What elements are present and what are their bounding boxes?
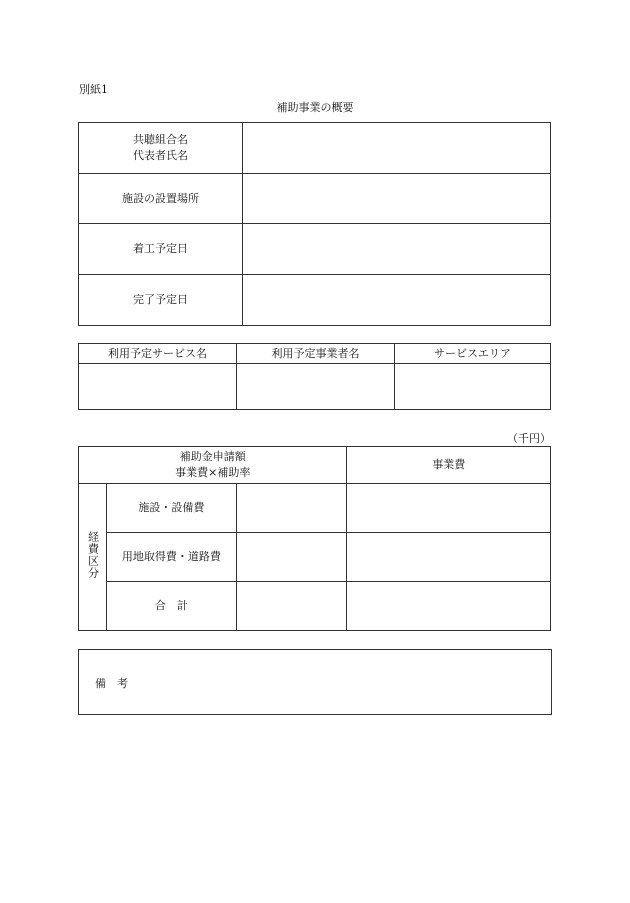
land-road-cost-label: 用地取得費・道路費 (106, 533, 236, 582)
remarks-label: 備 考 (95, 677, 128, 690)
subsidy-amount-header-line1: 補助金申請額 (179, 450, 246, 463)
service-table (78, 343, 551, 410)
overview-label-cell (79, 123, 243, 174)
service-name-value-cell[interactable] (79, 364, 237, 410)
subsidy-amount-header (79, 447, 347, 484)
service-area-header: サービスエリア (395, 344, 551, 364)
start-date-label: 着工予定日 (79, 224, 243, 275)
land-road-cost-project-cell[interactable] (347, 533, 551, 582)
unit-label: （千円） (507, 432, 551, 445)
provider-name-header: 利用予定事業者名 (237, 344, 395, 364)
total-project-cell[interactable] (347, 582, 551, 631)
provider-name-value-cell[interactable] (237, 364, 395, 410)
service-area-value-cell[interactable] (395, 364, 551, 410)
expense-category-text: 経費区分 (86, 530, 100, 579)
subsidy-amount-header-line2: 事業費×補助率 (175, 466, 251, 479)
land-road-cost-subsidy-cell[interactable] (236, 533, 347, 582)
group-name-label: 共聴組合名 (133, 133, 188, 146)
total-subsidy-cell[interactable] (236, 582, 347, 631)
representative-name-label: 代表者氏名 (133, 149, 188, 162)
completion-date-label: 完了予定日 (79, 275, 243, 326)
page-title: 補助事業の概要 (276, 101, 354, 114)
installation-location-value-cell[interactable] (243, 174, 551, 224)
expense-category-label (79, 484, 107, 631)
completion-date-value-cell[interactable] (243, 275, 551, 326)
remarks-box[interactable] (78, 649, 552, 715)
installation-location-label: 施設の設置場所 (79, 174, 243, 224)
total-label: 合 計 (106, 582, 236, 631)
expense-table (78, 446, 551, 631)
facility-cost-subsidy-cell[interactable] (236, 484, 347, 533)
facility-cost-label: 施設・設備費 (106, 484, 236, 533)
facility-cost-project-cell[interactable] (347, 484, 551, 533)
project-cost-header: 事業費 (347, 447, 551, 484)
overview-table (78, 122, 551, 326)
start-date-value-cell[interactable] (243, 224, 551, 275)
group-name-value-cell[interactable] (243, 123, 551, 174)
attachment-label: 別紙1 (79, 83, 108, 96)
service-name-header: 利用予定サービス名 (79, 344, 237, 364)
